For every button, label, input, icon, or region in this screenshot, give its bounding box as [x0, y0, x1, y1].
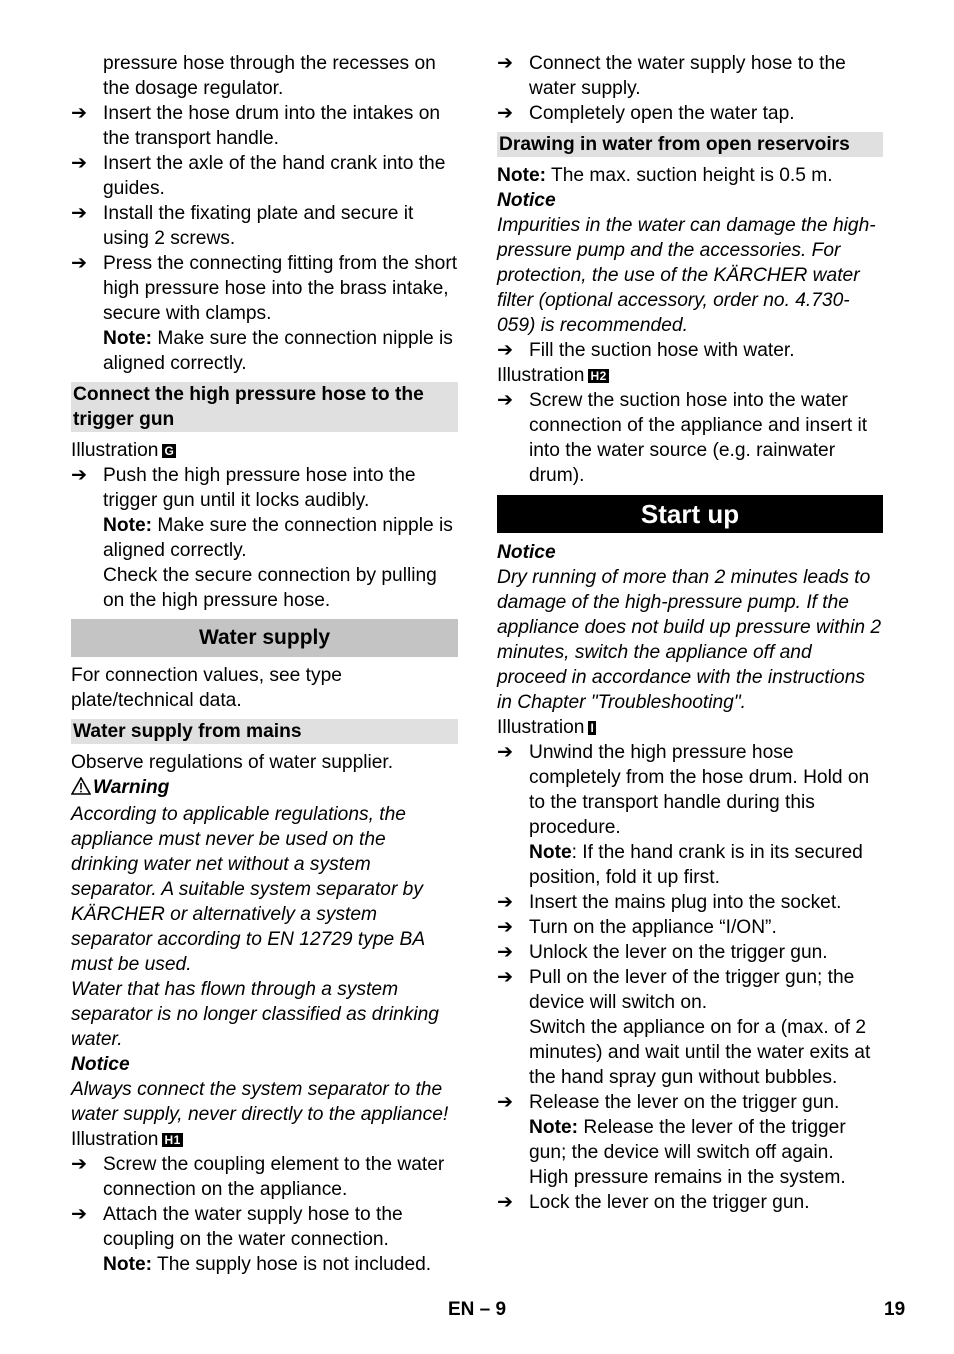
warning-text-2: Water that has flown through a system separator is no longer classified as drinking water.: [71, 979, 439, 1050]
note-suction-height: Note: The max. suction height is 0.5 m.: [497, 165, 833, 186]
step-open-tap: ➔ Completely open the water tap.: [497, 103, 795, 124]
section-start-up: Start up: [497, 495, 883, 533]
right-arrow-icon: ➔: [71, 153, 88, 174]
right-arrow-icon: ➔: [71, 253, 88, 274]
right-arrow-icon: ➔: [497, 103, 514, 124]
check-connection-text: Check the secure connection by pulling on the high pressure hose.: [103, 565, 437, 611]
right-arrow-icon: ➔: [497, 1092, 514, 1113]
right-column: [497, 51, 883, 1215]
step-unlock-lever: ➔ Unlock the lever on the trigger gun.: [497, 942, 828, 963]
continued-text: pressure hose through the recesses on the dosage regulator.: [103, 53, 436, 99]
illustration-h1-ref: Illustration H1: [71, 1129, 181, 1150]
step-insert-axle: ➔ Insert the axle of the hand crank into the guides.: [71, 153, 446, 199]
right-arrow-icon: ➔: [497, 942, 514, 963]
step-release-lever: ➔ Release the lever on the trigger gun.: [497, 1092, 840, 1113]
step-pull-lever: ➔ Pull on the lever of the trigger gun; the device will switch on.: [497, 967, 855, 1013]
right-arrow-icon: ➔: [497, 742, 514, 763]
step-push-hose: ➔ Push the high pressure hose into the trigger gun until it locks audibly.: [71, 465, 416, 511]
section-water-supply: Water supply: [71, 619, 458, 657]
left-column: [71, 51, 458, 1277]
step-connect-supply: ➔ Connect the water supply hose to the water supply.: [497, 53, 846, 99]
switch-on-text: Switch the appliance on for a (max. of 2 minutes) and wait until the water exits at the hand spray gun without bubbles.: [529, 1017, 871, 1088]
illustration-badge: H1: [164, 1133, 181, 1147]
illustration-g-ref: Illustration G: [71, 440, 175, 461]
illustration-badge: G: [164, 444, 175, 458]
step-insert-hose-drum: ➔ Insert the hose drum into the intakes on the transport handle.: [71, 103, 441, 149]
high-pressure-remains-text: High pressure remains in the system.: [529, 1167, 846, 1188]
step-lock-lever: ➔ Lock the lever on the trigger gun.: [497, 1192, 810, 1213]
right-arrow-icon: ➔: [497, 967, 514, 988]
illustration-badge: H2: [590, 369, 607, 383]
note-nipple-2: Note: Make sure the connection nipple is aligned correctly.: [103, 515, 453, 561]
right-arrow-icon: ➔: [497, 340, 514, 361]
step-screw-suction-hose: ➔ Screw the suction hose into the water connection of the appliance and insert it into the water source (e.g. rainwater drum).: [497, 390, 868, 486]
right-arrow-icon: ➔: [71, 1204, 88, 1225]
illustration-badge: I: [590, 721, 595, 735]
notice-impurities-text: Impurities in the water can damage the high-pressure pump and the accessories. For protection, the use of the KÄRCHER water filter (optional accessory, order no. 4.730-059) is recommended.: [497, 215, 876, 336]
step-press-fitting: ➔ Press the connecting fitting from the short high pressure hose into the brass intake, secure with clamps.: [71, 253, 458, 324]
step-turn-on: ➔ Turn on the appliance “I/ON”.: [497, 917, 777, 938]
page-number: 19: [884, 1299, 906, 1320]
connection-values-text: For connection values, see type plate/technical data.: [71, 665, 342, 711]
right-arrow-icon: ➔: [497, 917, 514, 938]
note-nipple-1: Note: Make sure the connection nipple is aligned correctly.: [103, 328, 453, 374]
note-supply-hose: Note: The supply hose is not included.: [103, 1254, 432, 1275]
subheading-water-from-mains: Water supply from mains: [71, 719, 458, 744]
step-fill-suction-hose: ➔ Fill the suction hose with water.: [497, 340, 795, 361]
illustration-h2-ref: Illustration H2: [497, 365, 607, 386]
right-arrow-icon: ➔: [497, 892, 514, 913]
subheading-open-reservoirs: Drawing in water from open reservoirs: [497, 132, 883, 157]
step-attach-supply-hose: ➔ Attach the water supply hose to the coupling on the water connection.: [71, 1204, 403, 1250]
footer-language-page: EN – 9: [447, 1299, 507, 1320]
right-arrow-icon: ➔: [497, 53, 514, 74]
right-arrow-icon: ➔: [71, 1154, 88, 1175]
notice-heading: Notice: [71, 1054, 130, 1075]
right-arrow-icon: ➔: [71, 103, 88, 124]
right-arrow-icon: ➔: [71, 465, 88, 486]
notice-text: Always connect the system separator to the water supply, never directly to the appliance!: [71, 1079, 449, 1125]
warning-text: According to applicable regulations, the appliance must never be used on the drinking water net without a system separator. A suitable system separator by KÄRCHER or alternatively a system separator according to EN 12729 type BA must be used.: [71, 804, 425, 975]
notice-dry-running-text: Dry running of more than 2 minutes leads to damage of the high-pressure pump. If the appliance does not build up pressure within 2 minutes, switch the appliance off and proceed in accordance with the instructions in Chapter "Troubleshooting".: [497, 567, 882, 713]
notice-heading-dry-running: Notice: [497, 542, 556, 563]
step-install-plate: ➔ Install the fixating plate and secure it using 2 screws.: [71, 203, 414, 249]
note-release-lever: Note: Release the lever of the trigger gun; the device will switch off again.: [529, 1117, 846, 1163]
note-hand-crank: Note: If the hand crank is in its secured position, fold it up first.: [529, 842, 863, 888]
observe-regulations-text: Observe regulations of water supplier.: [71, 752, 394, 773]
subheading-connect-trigger-gun: Connect the high pressure hose to the trigger gun: [71, 382, 458, 432]
step-insert-plug: ➔ Insert the mains plug into the socket.: [497, 892, 842, 913]
right-arrow-icon: ➔: [497, 1192, 514, 1213]
warning-heading: Warning: [71, 775, 458, 802]
step-screw-coupling: ➔ Screw the coupling element to the water connection on the appliance.: [71, 1154, 445, 1200]
step-unwind-hose: ➔ Unwind the high pressure hose completely from the hose drum. Hold on to the transport handle during this procedure.: [497, 742, 870, 838]
right-arrow-icon: ➔: [497, 390, 514, 411]
warning-triangle-icon: [71, 777, 93, 802]
notice-heading-impurities: Notice: [497, 190, 556, 211]
illustration-i-ref: Illustration I: [497, 717, 595, 738]
right-arrow-icon: ➔: [71, 203, 88, 224]
